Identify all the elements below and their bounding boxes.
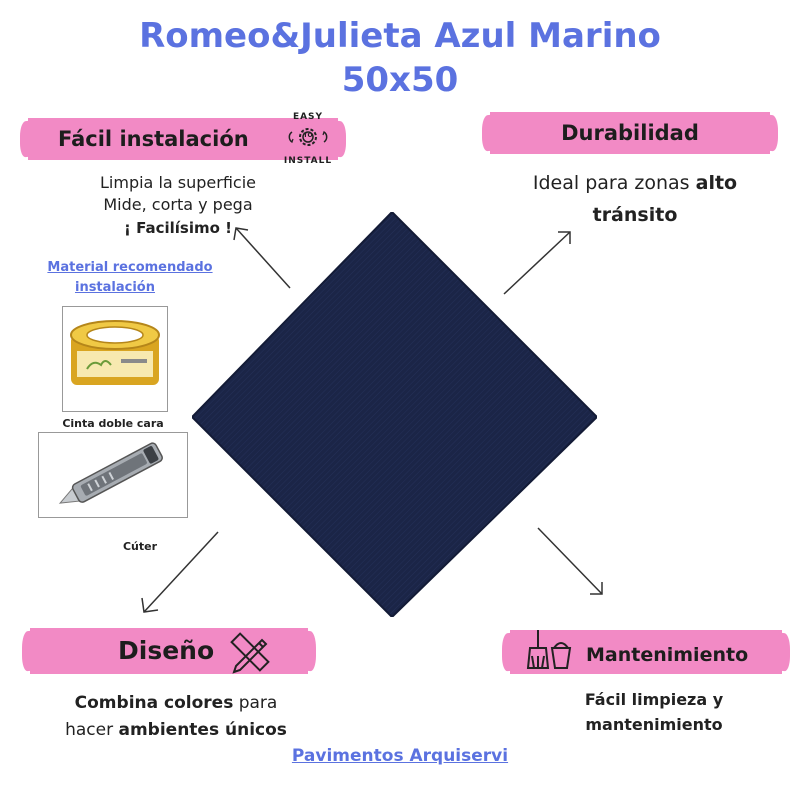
durability-heading: Durabilidad [561, 121, 699, 145]
durability-line-2: tránsito [592, 204, 678, 226]
durability-line-1: Ideal para zonas alto [532, 172, 738, 194]
cutter-image [38, 432, 188, 518]
material-link-line-2[interactable]: instalación [74, 280, 155, 295]
maintenance-line-2: mantenimiento [585, 715, 723, 734]
install-heading: Fácil instalación [58, 127, 249, 151]
design-line-2: hacer ambientes únicos [65, 720, 287, 740]
tape-image [62, 306, 168, 412]
cutter-caption: Cúter [122, 540, 158, 553]
ruler-pencil-icon [226, 628, 274, 676]
page-subtitle: 50x50 [341, 60, 459, 100]
tape-caption: Cinta doble cara [62, 417, 164, 430]
design-heading: Diseño [118, 636, 215, 665]
arrow-icon [500, 226, 576, 298]
cleaning-bucket-icon [524, 626, 576, 674]
design-line-1: Combina colores para [74, 693, 278, 713]
footer-brand-link[interactable]: Pavimentos Arquiservi [291, 746, 509, 766]
arrow-icon [534, 524, 608, 600]
arrow-icon [230, 222, 294, 292]
page-title: Romeo&Julieta Azul Marino [139, 16, 661, 56]
arrow-icon [138, 528, 222, 618]
gear-install-icon: EASY TO INSTALL [283, 112, 333, 166]
maintenance-heading: Mantenimiento [586, 644, 749, 666]
maintenance-line-1: Fácil limpieza y [584, 690, 724, 709]
install-line-2: Mide, corta y pega [103, 195, 253, 214]
material-link-line-1[interactable]: Material recomendado [47, 260, 213, 275]
install-line-1: Limpia la superficie [100, 173, 256, 192]
install-line-3: ¡ Facilísimo ! [124, 219, 232, 237]
